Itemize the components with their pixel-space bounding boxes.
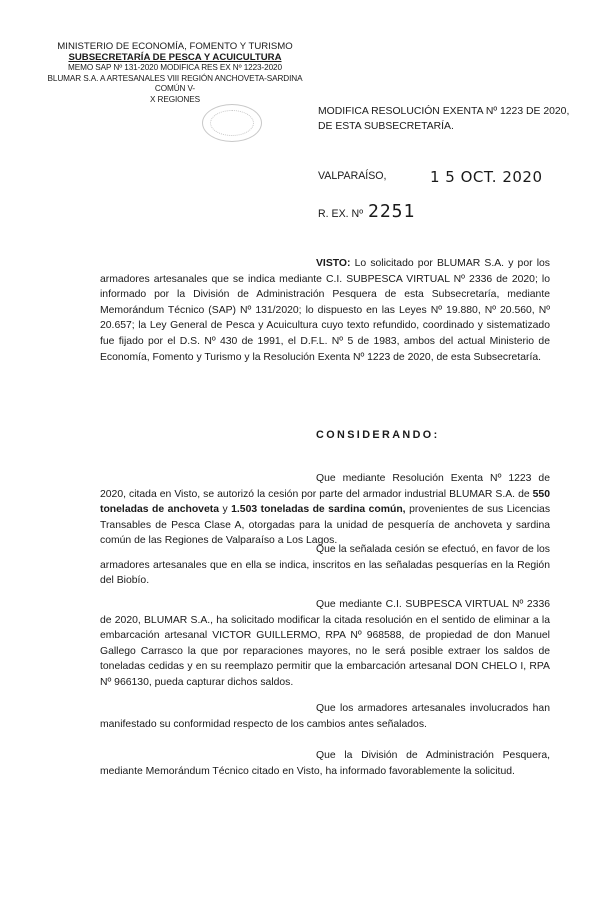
considerando-1 bbox=[100, 471, 550, 549]
resolution-reference: MODIFICA RESOLUCIÓN EXENTA Nº 1223 DE 2020, DE ESTA SUBSECRETARÍA. bbox=[318, 106, 570, 132]
considerando-2-text: Que la señalada cesión se efectuó, en favor de los armadores artesanales que en ella se indica, inscritos en las señaladas pesquerías en la Región del Biobío. bbox=[100, 544, 550, 587]
undersecretariat-name: SUBSECRETARÍA DE PESCA Y ACUICULTURA bbox=[68, 51, 282, 63]
official-stamp-inner-ring bbox=[210, 110, 254, 136]
place-label: VALPARAÍSO, bbox=[318, 170, 387, 182]
memo-line-3: X REGIONES bbox=[150, 94, 200, 104]
visto-label: VISTO: bbox=[316, 258, 351, 269]
considerando-5 bbox=[100, 748, 550, 779]
resolution-number: 2251 bbox=[368, 201, 416, 222]
considerando-3-text: Que mediante C.I. SUBPESCA VIRTUAL Nº 2336 de 2020, BLUMAR S.A., ha solicitado modificar la citada resolución en el sentido de eliminar a la embarcación artesanal VICTOR GUILLERMO, RPA Nº 968588, de propiedad de don Manuel Gallego Carrasco la que por reparaciones mayores, no le será posible extraer los saldos de toneladas cedidas y en su reemplazo permitir que la embarcación artesanal DON CHELO I, RPA Nº 966130, pueda capturar dichos saldos. bbox=[100, 599, 550, 688]
considerando-1-text-c: provenientes de sus Licencias Transables de Pesca Clase A, otorgadas para la unidad de pesquería de anchoveta y sardina común de las Regiones de Valparaíso a Los Lagos. bbox=[100, 504, 551, 547]
visto-paragraph bbox=[100, 256, 550, 365]
sardina-tonnage: 1.503 toneladas de sardina común, bbox=[231, 504, 406, 516]
anchoveta-tonnage: 550 toneladas de anchoveta bbox=[100, 488, 550, 516]
resolution-number-label: R. EX. Nº bbox=[318, 208, 364, 220]
stamped-date: 1 5 OCT. 2020 bbox=[430, 168, 543, 186]
memo-line-1: MEMO SAP Nº 131-2020 MODIFICA RES EX Nº 1223-2020 bbox=[68, 63, 282, 72]
considerando-2 bbox=[100, 542, 550, 589]
considerando-title: CONSIDERANDO: bbox=[316, 429, 440, 441]
considerando-3 bbox=[100, 597, 550, 691]
document-header bbox=[40, 42, 310, 105]
considerando-5-text: Que la División de Administración Pesquera, mediante Memorándum Técnico citado en Visto, ha informado favorablemente la solicitud. bbox=[100, 750, 550, 777]
ministry-name: MINISTERIO DE ECONOMÍA, FOMENTO Y TURISMO bbox=[57, 41, 293, 52]
considerando-4 bbox=[100, 701, 550, 732]
considerando-1-text-b: y bbox=[222, 504, 228, 516]
considerando-1-text-a: Que mediante Resolución Exenta Nº 1223 de 2020, citada en Visto, se autorizó la cesión por parte del armador industrial BLUMAR S.A. de bbox=[100, 473, 550, 500]
memo-line-2: BLUMAR S.A. A ARTESANALES VIII REGIÓN ANCHOVETA-SARDINA COMÚN V- bbox=[47, 73, 303, 93]
visto-text: Lo solicitado por BLUMAR S.A. y por los armadores artesanales que se indica mediante C.I. SUBPESCA VIRTUAL Nº 2336 de 2020; lo informado por la División de Administración Pesquera de esta Subsecretaría, mediante Memorándum Técnico (SAP) Nº 131/2020; lo dispuesto en las Leyes Nº 19.880, Nº 20.560, Nº 20.657; la Ley General de Pesca y Acuicultura cuyo texto refundido, coordinado y sistematizado fue fijado por el D.S. Nº 430 de 1991, el D.F.L. Nº 5 de 1983, ambos del actual Ministerio de Economía, Fomento y Turismo y la Resolución Exenta Nº 1223 de 2020, de esta Subsecretaría. bbox=[100, 258, 550, 363]
considerando-4-text: Que los armadores artesanales involucrados han manifestado su conformidad respecto de los cambios antes señalados. bbox=[100, 703, 550, 730]
